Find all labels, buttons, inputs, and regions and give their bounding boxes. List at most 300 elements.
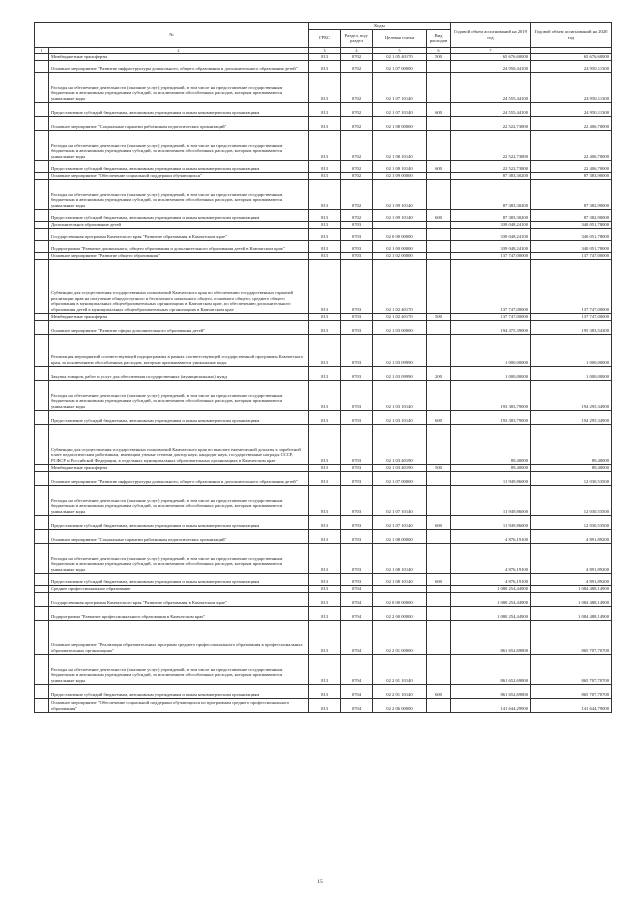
row-expense-type: [427, 606, 451, 620]
row-section: 0703: [341, 313, 373, 320]
row-section: 0704: [341, 698, 373, 712]
row-section: 0703: [341, 259, 373, 313]
table-row: [35, 573, 612, 585]
row-sum-2020: 137 747,00000: [531, 259, 612, 313]
row-section: 0704: [341, 684, 373, 698]
row-expense-type: 200: [427, 366, 451, 380]
row-sum-2020: 141 644,79000: [531, 698, 612, 712]
row-section: 0703: [341, 485, 373, 515]
row-sum-2019: 137 747,00000: [451, 252, 531, 259]
table-header: [35, 23, 612, 54]
row-grbs: 813: [309, 366, 341, 380]
row-sum-2019: 1 080 254,44900: [451, 585, 531, 592]
row-section: 0703: [341, 464, 373, 471]
row-section: 0703: [341, 320, 373, 334]
row-name: Межбюджетные трансферты: [49, 464, 309, 471]
row-sum-2020: 865 707,70700: [531, 654, 612, 684]
row-number: [35, 380, 49, 410]
row-section: 0702: [341, 53, 373, 60]
row-expense-type: [427, 380, 451, 410]
index-cell: 7: [451, 47, 531, 53]
row-expense-type: 600: [427, 160, 451, 172]
row-expense-type: [427, 585, 451, 592]
row-target-article: 02 1 03 10140: [373, 410, 427, 424]
table-row: [35, 130, 612, 160]
row-target-article: 02 1 03 10140: [373, 380, 427, 410]
row-target-article: 02 1 09 00000: [373, 172, 427, 179]
row-sum-2020: 137 747,00000: [531, 313, 612, 320]
row-section: 0702: [341, 179, 373, 209]
row-number: [35, 585, 49, 592]
row-target-article: 02 1 08 00000: [373, 529, 427, 543]
row-expense-type: [427, 654, 451, 684]
row-expense-type: [427, 471, 451, 485]
row-name: Расходы на обеспечение деятельности (оказание услуг) учреждений, в том числе на предоставление государственным бюджетным и автономным учреждениям субсидий, за исключением обособленных расходов, которым присваиваются уникальные коды: [49, 179, 309, 209]
row-section: 0703: [341, 529, 373, 543]
row-grbs: 813: [309, 380, 341, 410]
row-grbs: 813: [309, 592, 341, 606]
row-grbs: 813: [309, 529, 341, 543]
row-sum-2019: 4 876,19100: [451, 543, 531, 573]
header-expense-type: Вид расходов: [427, 29, 451, 47]
row-sum-2019: 4 876,19100: [451, 573, 531, 585]
row-section: 0704: [341, 606, 373, 620]
row-section: 0702: [341, 172, 373, 179]
row-target-article: 02 1 02 40170: [373, 313, 427, 320]
row-section: 0704: [341, 585, 373, 592]
row-sum-2020: 865 707,70700: [531, 684, 612, 698]
row-name: Предоставление субсидий бюджетным, автономным учреждениям и иным некоммерческим организациям: [49, 209, 309, 221]
row-grbs: 813: [309, 252, 341, 259]
row-sum-2019: 89,40000: [451, 424, 531, 464]
row-name: Предоставление субсидий бюджетным, автономным учреждениям и иным некоммерческим организациям: [49, 573, 309, 585]
row-target-article: 02 1 03 09990: [373, 366, 427, 380]
row-expense-type: [427, 116, 451, 130]
row-grbs: 813: [309, 179, 341, 209]
row-section: 0702: [341, 116, 373, 130]
row-number: [35, 410, 49, 424]
table-row: [35, 606, 612, 620]
row-expense-type: [427, 240, 451, 252]
row-target-article: [373, 221, 427, 228]
table-row: [35, 424, 612, 464]
table-row: [35, 252, 612, 259]
row-target-article: 02 1 08 00000: [373, 116, 427, 130]
table-row: [35, 160, 612, 172]
table-row: [35, 529, 612, 543]
row-target-article: 02 1 08 10140: [373, 130, 427, 160]
row-name: Расходы на обеспечение деятельности (оказание услуг) учреждений, в том числе на предоставление государственным бюджетным и автономным учреждениям субсидий, за исключением обособленных расходов, которым присваиваются уникальные коды: [49, 72, 309, 102]
row-sum-2019: 193 383,79000: [451, 380, 531, 410]
row-grbs: 813: [309, 464, 341, 471]
row-target-article: 02 1 02 00000: [373, 252, 427, 259]
row-number: [35, 228, 49, 240]
row-grbs: 813: [309, 334, 341, 366]
row-section: 0703: [341, 424, 373, 464]
row-expense-type: [427, 72, 451, 102]
row-target-article: 02 1 08 10140: [373, 573, 427, 585]
row-section: 0703: [341, 471, 373, 485]
row-sum-2020: 1 000,00000: [531, 366, 612, 380]
row-expense-type: [427, 221, 451, 228]
row-sum-2019: 11 949,86000: [451, 485, 531, 515]
row-sum-2020: 12 030,53500: [531, 485, 612, 515]
row-sum-2020: 340 051,78000: [531, 228, 612, 240]
row-sum-2020: 1 000,00000: [531, 334, 612, 366]
row-section: 0703: [341, 515, 373, 529]
row-sum-2019: 87 383,30200: [451, 172, 531, 179]
row-sum-2019: 137 747,00000: [451, 313, 531, 320]
row-sum-2019: 861 652,69800: [451, 654, 531, 684]
row-number: [35, 320, 49, 334]
row-grbs: 813: [309, 471, 341, 485]
row-name: Государственная программа Камчатского края "Развитие образования в Камчатском крае": [49, 228, 309, 240]
row-sum-2020: 4 891,89200: [531, 573, 612, 585]
row-sum-2020: 87 382,90000: [531, 179, 612, 209]
row-name: Расходы на обеспечение деятельности (оказание услуг) учреждений, в том числе на предоставление государственным бюджетным и автономным учреждениям субсидий, за исключением обособленных расходов, которым присваиваются уникальные коды: [49, 654, 309, 684]
row-target-article: 02 1 08 10140: [373, 160, 427, 172]
row-target-article: 02 2 01 10140: [373, 684, 427, 698]
row-sum-2020: 89,40000: [531, 424, 612, 464]
row-expense-type: 600: [427, 410, 451, 424]
row-sum-2020: 4 891,89200: [531, 543, 612, 573]
index-cell: 1: [35, 47, 49, 53]
row-section: 0703: [341, 252, 373, 259]
row-number: [35, 573, 49, 585]
row-number: [35, 72, 49, 102]
row-grbs: 813: [309, 320, 341, 334]
row-name: Предоставление субсидий бюджетным, автономным учреждениям и иным некоммерческим организациям: [49, 684, 309, 698]
row-expense-type: [427, 60, 451, 72]
row-sum-2020: 137 747,00000: [531, 252, 612, 259]
row-name: Расходы на обеспечение деятельности (оказание услуг) учреждений, в том числе на предоставление государственным бюджетным и автономным учреждениям субсидий, за исключением обособленных расходов, которым присваиваются уникальные коды: [49, 543, 309, 573]
row-number: [35, 60, 49, 72]
row-sum-2020: 194 295,34900: [531, 410, 612, 424]
table-row: [35, 471, 612, 485]
row-target-article: [373, 585, 427, 592]
row-name: Основное мероприятие "Обеспечение социальной поддержки обучающихся по программам среднего профессионального образования": [49, 698, 309, 712]
row-sum-2020: 865 707,70700: [531, 620, 612, 654]
row-target-article: 02 1 05 40170: [373, 53, 427, 60]
row-expense-type: 600: [427, 209, 451, 221]
row-name: Подпрограмма "Развитие дошкольного, общего образования и дополнительного образования детей в Камчатском крае": [49, 240, 309, 252]
row-grbs: 813: [309, 72, 341, 102]
table-row: [35, 259, 612, 313]
row-name: Расходы на обеспечение деятельности (оказание услуг) учреждений, в том числе на предоставление государственным бюджетным и автономным учреждениям субсидий, за исключением обособленных расходов, которым присваиваются уникальные коды: [49, 130, 309, 160]
table-row: [35, 585, 612, 592]
row-expense-type: [427, 259, 451, 313]
row-section: 0703: [341, 228, 373, 240]
row-target-article: 02 1 07 00000: [373, 60, 427, 72]
table-row: [35, 53, 612, 60]
row-sum-2020: 194 295,34900: [531, 380, 612, 410]
index-cell: 4: [341, 47, 373, 53]
row-grbs: 813: [309, 259, 341, 313]
row-number: [35, 471, 49, 485]
row-grbs: 813: [309, 209, 341, 221]
row-sum-2019: 339 048,24100: [451, 240, 531, 252]
table-row: [35, 620, 612, 654]
row-target-article: 02 2 06 00000: [373, 698, 427, 712]
budget-table: [34, 22, 612, 713]
row-sum-2019: 194 475,39000: [451, 320, 531, 334]
row-name: Расходы на обеспечение деятельности (оказание услуг) учреждений, в том числе на предоставление государственным бюджетным и автономным учреждениям субсидий, за исключением обособленных расходов, которым присваиваются уникальные коды: [49, 380, 309, 410]
table-row: [35, 72, 612, 102]
row-number: [35, 515, 49, 529]
table-row: [35, 515, 612, 529]
table-row: [35, 102, 612, 116]
row-grbs: 813: [309, 60, 341, 72]
row-expense-type: [427, 172, 451, 179]
table-row: [35, 410, 612, 424]
row-number: [35, 684, 49, 698]
row-expense-type: 600: [427, 684, 451, 698]
row-name: Подпрограмма "Развитие профессионального образования в Камчатском крае": [49, 606, 309, 620]
header-sum-2020: Годовой объем ассигнований на 2020 год: [531, 23, 612, 48]
row-sum-2019: 22 522,73800: [451, 130, 531, 160]
row-grbs: 813: [309, 102, 341, 116]
row-grbs: 813: [309, 698, 341, 712]
row-expense-type: [427, 424, 451, 464]
row-expense-type: [427, 334, 451, 366]
row-name: Основное мероприятие "Развитие общего образования": [49, 252, 309, 259]
row-grbs: 813: [309, 130, 341, 160]
row-grbs: 813: [309, 606, 341, 620]
row-name: Расходы на обеспечение деятельности (оказание услуг) учреждений, в том числе на предоставление государственным бюджетным и автономным учреждениям субсидий, за исключением обособленных расходов, которым присваиваются уникальные коды: [49, 485, 309, 515]
row-name: Межбюджетные трансферты: [49, 53, 309, 60]
row-sum-2019: 24 555,44100: [451, 102, 531, 116]
row-sum-2019: 861 652,69800: [451, 684, 531, 698]
row-sum-2020: 24 950,11300: [531, 102, 612, 116]
row-sum-2020: 340 051,78000: [531, 221, 612, 228]
row-section: 0702: [341, 160, 373, 172]
row-sum-2019: 339 048,24100: [451, 221, 531, 228]
row-number: [35, 485, 49, 515]
table-row: [35, 313, 612, 320]
row-target-article: 02 1 09 10140: [373, 209, 427, 221]
row-grbs: 813: [309, 543, 341, 573]
row-grbs: 813: [309, 410, 341, 424]
row-sum-2020: 89,40000: [531, 464, 612, 471]
table-row: [35, 320, 612, 334]
row-grbs: 813: [309, 53, 341, 60]
row-section: 0703: [341, 380, 373, 410]
row-grbs: 813: [309, 228, 341, 240]
row-section: 0703: [341, 240, 373, 252]
table-row: [35, 240, 612, 252]
row-section: 0702: [341, 130, 373, 160]
row-sum-2019: 87 383,30200: [451, 179, 531, 209]
header-razdel: Раздел, под-раздел: [341, 29, 373, 47]
row-grbs: 813: [309, 221, 341, 228]
page-number: 15: [317, 879, 323, 885]
row-sum-2019: 65 676,60000: [451, 53, 531, 60]
row-grbs: 813: [309, 313, 341, 320]
row-target-article: 02 1 07 10140: [373, 102, 427, 116]
row-sum-2019: 861 652,69800: [451, 620, 531, 654]
header-grbs: ГРБС: [309, 29, 341, 47]
row-name: Субвенции для осуществления государственных полномочий Камчатского края по выплате ежемесячной доплаты к заработной плате педагогическим работникам, имеющим ученые степени доктор наук, кандидат наук, государственные награды СССР, РСФСР и Российской Федерации, в отдельных муниципальных образовательных организациях в Камчатском крае: [49, 424, 309, 464]
row-name: Реализация мероприятий соответствующей подпрограммы в рамках соответствующей государственной программы Камчатского края, за исключением обособленных расходов, которым присваиваются уникальные коды: [49, 334, 309, 366]
table-row: [35, 684, 612, 698]
row-number: [35, 620, 49, 654]
row-name: Среднее профессиональное образование: [49, 585, 309, 592]
row-number: [35, 529, 49, 543]
row-sum-2020: 4 891,89200: [531, 529, 612, 543]
row-section: 0704: [341, 592, 373, 606]
row-target-article: 02 1 03 00000: [373, 320, 427, 334]
row-name: Основное мероприятие "Развитие сферы дополнительного образования детей": [49, 320, 309, 334]
row-number: [35, 240, 49, 252]
row-number: [35, 160, 49, 172]
header-sum-2019: Годовой объем ассигнований на 2019 год: [451, 23, 531, 48]
table-row: [35, 209, 612, 221]
row-expense-type: [427, 485, 451, 515]
header-number: №: [35, 23, 309, 48]
row-expense-type: [427, 179, 451, 209]
table-row: [35, 464, 612, 471]
row-section: 0704: [341, 620, 373, 654]
row-grbs: 813: [309, 424, 341, 464]
header-target-article: Целевая статья: [373, 29, 427, 47]
row-sum-2020: 1 084 488,14900: [531, 592, 612, 606]
row-sum-2019: 1 080 254,44900: [451, 592, 531, 606]
index-cell: 2: [49, 47, 309, 53]
row-grbs: 813: [309, 620, 341, 654]
row-number: [35, 366, 49, 380]
row-name: Предоставление субсидий бюджетным, автономным учреждениям и иным некоммерческим организациям: [49, 515, 309, 529]
row-expense-type: [427, 529, 451, 543]
row-expense-type: [427, 252, 451, 259]
row-number: [35, 221, 49, 228]
row-grbs: 813: [309, 116, 341, 130]
row-sum-2019: 1 080 254,44900: [451, 606, 531, 620]
row-target-article: 02 1 03 40190: [373, 424, 427, 464]
row-expense-type: [427, 320, 451, 334]
row-name: Субвенции для осуществления государственных полномочий Камчатского края по обеспечению государственных гарантий реализации прав на получение общедоступного и бесплатного начального общего, основного общего, среднего общего образования в муниципальных общеобразовательных организациях в Камчатском крае, по обеспечению дополнительного образования детей в муниципальных общеобразовательных организациях в Камчатском крае: [49, 259, 309, 313]
row-expense-type: 600: [427, 515, 451, 529]
row-target-article: 02 1 02 40170: [373, 259, 427, 313]
row-sum-2020: 340 051,78000: [531, 240, 612, 252]
row-sum-2020: 24 950,11300: [531, 72, 612, 102]
row-expense-type: [427, 592, 451, 606]
row-section: 0702: [341, 72, 373, 102]
row-target-article: 02 1 03 40190: [373, 464, 427, 471]
row-name: Основное мероприятие "Обеспечение социальной поддержки обучающихся": [49, 172, 309, 179]
row-section: 0702: [341, 60, 373, 72]
row-sum-2019: 24 555,44100: [451, 72, 531, 102]
row-sum-2020: 87 382,90000: [531, 209, 612, 221]
row-number: [35, 252, 49, 259]
row-number: [35, 102, 49, 116]
row-target-article: 02 1 07 10140: [373, 485, 427, 515]
row-target-article: 02 1 08 10140: [373, 543, 427, 573]
table-body: [35, 53, 612, 712]
budget-table-page: [34, 22, 611, 713]
row-grbs: 813: [309, 240, 341, 252]
table-row: [35, 380, 612, 410]
row-section: 0702: [341, 209, 373, 221]
row-grbs: 813: [309, 515, 341, 529]
table-row: [35, 228, 612, 240]
row-section: 0702: [341, 102, 373, 116]
row-sum-2019: 11 949,86000: [451, 515, 531, 529]
row-target-article: 02 1 07 00000: [373, 471, 427, 485]
row-grbs: 813: [309, 684, 341, 698]
row-sum-2020: 1 084 488,14900: [531, 606, 612, 620]
row-expense-type: [427, 228, 451, 240]
row-section: 0704: [341, 654, 373, 684]
row-name: Основное мероприятие "Развитие инфраструктуры дошкольного, общего образования и дополнительного образования детей": [49, 471, 309, 485]
row-sum-2019: 339 048,24100: [451, 228, 531, 240]
row-number: [35, 592, 49, 606]
row-sum-2019: 1 000,00000: [451, 334, 531, 366]
row-sum-2020: 12 030,53500: [531, 515, 612, 529]
index-cell: 6: [427, 47, 451, 53]
row-target-article: 02 0 00 00000: [373, 228, 427, 240]
row-number: [35, 698, 49, 712]
row-sum-2019: 11 949,86000: [451, 471, 531, 485]
row-sum-2020: 22 406,70000: [531, 116, 612, 130]
row-sum-2020: 22 406,70000: [531, 160, 612, 172]
row-name: Основное мероприятие "Социальные гарантии работникам педагогических организаций": [49, 529, 309, 543]
row-target-article: 02 2 01 10140: [373, 654, 427, 684]
table-row: [35, 116, 612, 130]
row-sum-2019: 89,40000: [451, 464, 531, 471]
row-sum-2020: 65 676,60000: [531, 53, 612, 60]
row-target-article: 02 2 01 00000: [373, 620, 427, 654]
row-expense-type: 500: [427, 313, 451, 320]
table-row: [35, 172, 612, 179]
row-name: Основное мероприятие "Развитие инфраструктуры дошкольного, общего образования и дополнительного образования детей": [49, 60, 309, 72]
index-cell: 3: [309, 47, 341, 53]
row-sum-2020: 87 383,90000: [531, 172, 612, 179]
row-number: [35, 654, 49, 684]
index-cell: 5: [373, 47, 427, 53]
row-name: Дополнительное образование детей: [49, 221, 309, 228]
row-expense-type: [427, 698, 451, 712]
row-section: 0703: [341, 366, 373, 380]
table-row: [35, 221, 612, 228]
row-target-article: 02 1 07 10140: [373, 515, 427, 529]
row-number: [35, 209, 49, 221]
row-expense-type: 500: [427, 464, 451, 471]
row-sum-2020: 195 383,54300: [531, 320, 612, 334]
table-row: [35, 592, 612, 606]
row-sum-2020: 12 030,53500: [531, 471, 612, 485]
row-sum-2019: 22 522,73800: [451, 116, 531, 130]
table-row: [35, 654, 612, 684]
row-number: [35, 53, 49, 60]
row-name: Предоставление субсидий бюджетным, автономным учреждениям и иным некоммерческим организациям: [49, 102, 309, 116]
row-number: [35, 130, 49, 160]
table-row: [35, 60, 612, 72]
row-name: Основное мероприятие "Социальные гарантии работникам педагогических организаций": [49, 116, 309, 130]
row-target-article: 02 1 07 10140: [373, 72, 427, 102]
row-grbs: 813: [309, 573, 341, 585]
row-expense-type: [427, 130, 451, 160]
table-row: [35, 698, 612, 712]
table-row: [35, 543, 612, 573]
row-target-article: 02 0 00 00000: [373, 592, 427, 606]
row-name: Государственная программа Камчатского края "Развитие образования в Камчатском крае": [49, 592, 309, 606]
row-expense-type: [427, 620, 451, 654]
table-row: [35, 485, 612, 515]
row-target-article: 02 1 09 10140: [373, 179, 427, 209]
row-name: Закупка товаров, работ и услуг для обеспечения государственных (муниципальных) нужд: [49, 366, 309, 380]
row-number: [35, 606, 49, 620]
row-name: Предоставление субсидий бюджетным, автономным учреждениям и иным некоммерческим организациям: [49, 410, 309, 424]
